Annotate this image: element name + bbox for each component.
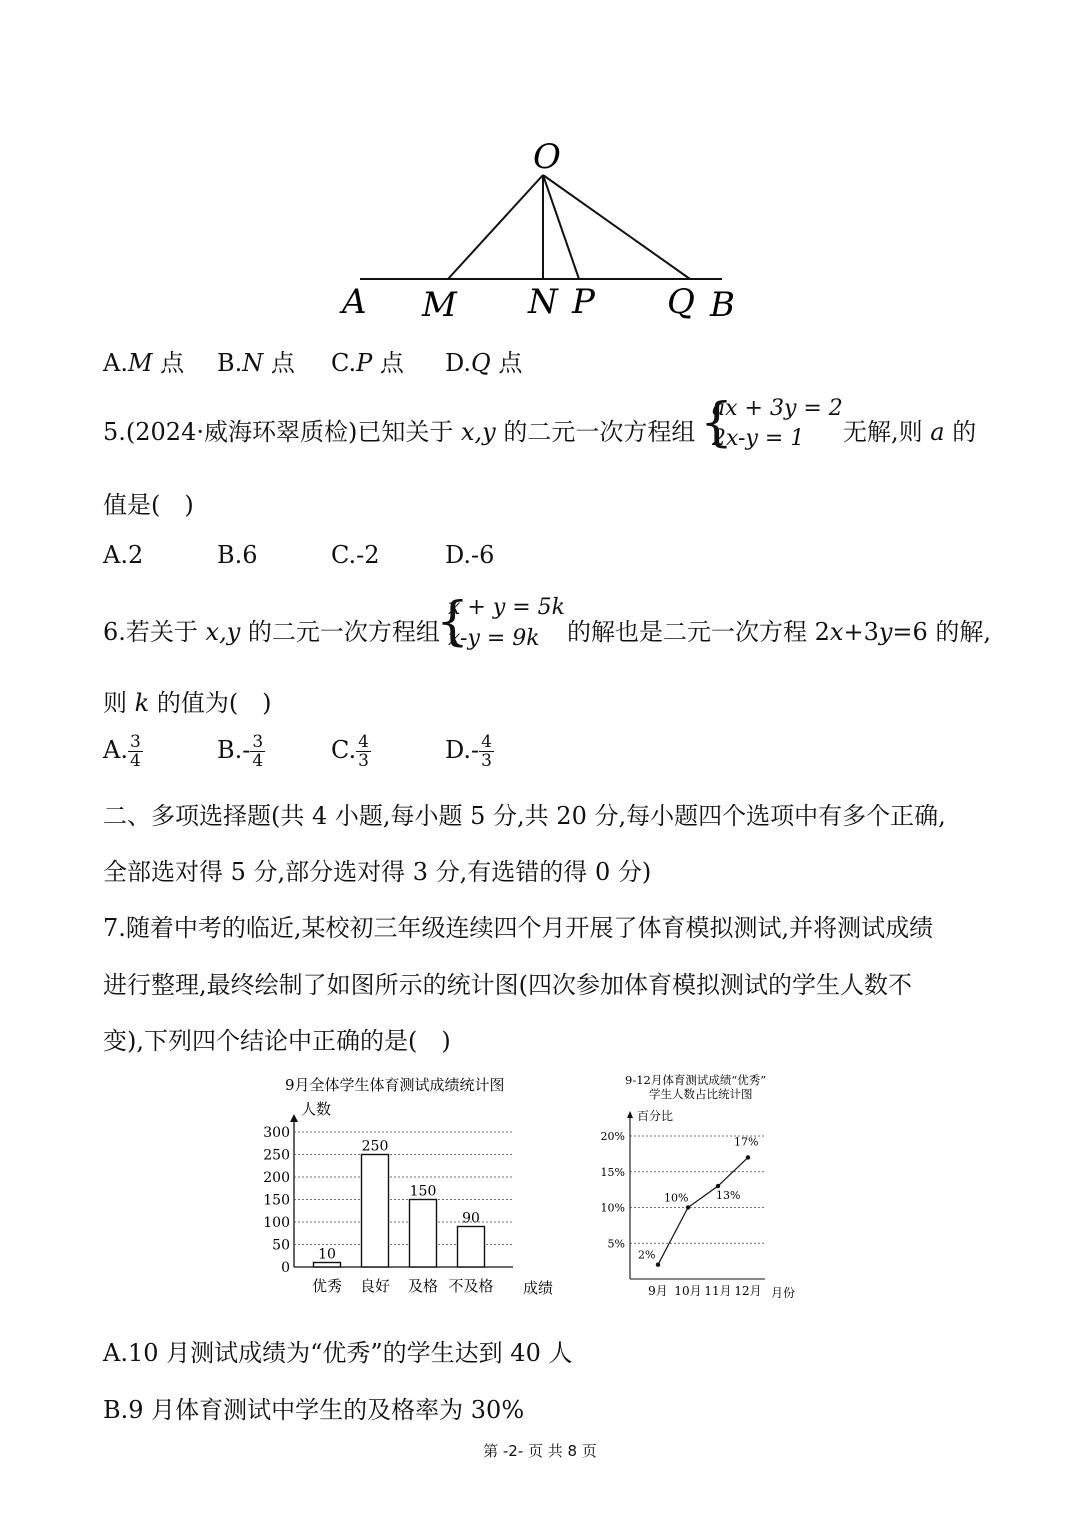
bar-2 [410,1200,437,1268]
q6-y: y [878,618,893,646]
q5-option-d[interactable]: D.-6 [445,541,495,569]
opt-var: P [356,349,373,377]
opt-letter: C. [331,349,357,377]
section2-heading-line2: 全部选对得 5 分,部分选对得 3 分,有选错的得 0 分) [103,858,652,886]
q5-suffix2: 的 [944,418,977,446]
q4-option-d[interactable] [445,343,522,378]
q6-stem-tail [567,612,991,647]
label-P: P [572,282,595,322]
line-xtick-label: 9月 [648,1284,668,1298]
q5-stem-tail [843,412,976,447]
bar-1 [362,1155,389,1268]
q5-var-a: a [930,418,945,446]
geometry-figure [330,130,750,330]
line-point-3 [746,1155,750,1159]
label-Q: Q [667,282,695,322]
opt-letter: A. [103,349,128,377]
opt-suffix: 点 [372,349,404,377]
q6-brace: { [436,592,470,652]
opt-letter: A. [103,736,128,764]
q5-prefix: 5.(2024·威海环翠质检)已知关于 [103,418,461,446]
q4-option-c[interactable] [331,343,404,378]
opt-suffix: 点 [152,349,185,377]
bar-y-axis-arrow [290,1114,298,1122]
q7-stem-line2: 进行整理,最终绘制了如图所示的统计图(四次参加体育模拟测试的学生人数不 [103,971,912,999]
bar-xtick-label: 优秀 [311,1277,343,1295]
line-xtick-label: 10月 [674,1284,702,1298]
bar-data-label: 250 [361,1138,389,1155]
q6-mid: 的二元一次方程组 [240,618,440,646]
q5-vars: x,y [460,418,496,446]
section2-heading-line1: 二、多项选择题(共 4 小题,每小题 5 分,共 20 分,每小题四个选项中有多个正确, [103,802,946,830]
opt-letter: D.- [445,736,480,764]
label-M: M [422,285,457,325]
q6-option-a[interactable] [103,733,143,770]
bar-ytick-label: 50 [272,1237,290,1254]
line-chart [595,1068,810,1303]
line-point-1 [686,1205,690,1209]
line-ytick-label: 15% [600,1165,625,1179]
bar-data-label: 90 [462,1210,480,1227]
bar-ytick-label: 200 [263,1170,290,1186]
bar-data-label: 10 [318,1246,336,1263]
bar-xtick-label: 不及格 [448,1277,494,1295]
line-data-label: 10% [664,1191,689,1205]
q5-option-c[interactable]: C.-2 [331,541,380,569]
segment-OQ [543,175,690,279]
bar-ytick-label: 250 [263,1147,290,1164]
line-ytick-label: 20% [600,1130,625,1143]
label-O: O [533,137,561,177]
q7-stem-line3: 变),下列四个结论中正确的是( ) [103,1027,451,1055]
q6-line2a: 则 [103,689,135,717]
page-footer: 第 -2- 页 共 8 页 [483,1442,597,1460]
q6-plus3: +3 [843,618,879,646]
segment-OP [543,175,579,279]
q6-eq2: x-y = 9k [448,626,540,651]
q6-suffix: 的解也是二元一次方程 2 [567,618,830,646]
label-N: N [528,282,558,322]
q6-stem-line2 [103,683,272,718]
line-ytick-label: 10% [600,1201,625,1215]
segment-OM [448,175,543,279]
line-y-axis-arrow [627,1111,633,1118]
opt-letter: B. [217,349,243,377]
q5-option-a[interactable]: A.2 [103,541,144,569]
label-B: B [710,285,735,325]
line-data-label: 13% [716,1189,741,1203]
opt-var: Q [471,349,491,377]
frac-num: 3 [129,732,141,752]
q6-stem-line1 [103,612,440,647]
q5-suffix: 无解,则 [843,418,931,446]
fraction [128,733,143,770]
q5-mid: 的二元一次方程组 [495,418,696,446]
line-chart-title-2: 学生人数占比统计图 [649,1087,753,1101]
q5-brace: { [700,393,734,453]
opt-letter: B.- [217,736,251,764]
q6-k: k [134,689,150,717]
opt-suffix: 点 [263,349,295,377]
line-data-label: 17% [734,1135,759,1149]
q5-stem-line1 [103,412,695,447]
opt-var: N [242,349,264,377]
line-point-2 [716,1184,720,1188]
q6-line2b: 的值为( ) [149,689,272,717]
bar-data-label: 150 [409,1183,437,1200]
bar-chart-xlabel: 成绩 [523,1279,554,1297]
opt-var: M [127,349,153,377]
line-series [658,1157,748,1264]
q5-eq1: ax + 3y = 2 [712,396,843,421]
q7-option-b[interactable]: B.9 月体育测试中学生的及格率为 30% [103,1396,525,1424]
bar-ytick-label: 100 [263,1215,290,1231]
q7-stem-line1: 7.随着中考的临近,某校初三年级连续四个月开展了体育模拟测试,并将测试成绩 [103,914,934,942]
q6-option-c[interactable] [331,733,371,770]
q5-eq2: 2x-y = 1 [712,426,805,451]
bar-3 [458,1227,485,1268]
line-chart-ylabel: 百分比 [637,1109,674,1123]
line-ytick-label: 5% [607,1237,625,1251]
bar-ytick-label: 150 [263,1192,290,1209]
bar-chart [255,1068,575,1306]
line-xtick-label: 12月 [734,1284,762,1298]
frac-den: 4 [252,751,264,771]
fraction [250,733,265,770]
q6-vars: x,y [205,618,241,646]
q5-stem-line2: 值是( ) [103,491,194,519]
line-chart-title-1: 9-12月体育测试成绩“优秀” [625,1073,767,1087]
line-chart-xlabel: 月份 [771,1286,796,1300]
line-point-0 [656,1263,660,1267]
frac-den: 4 [129,751,141,771]
q6-option-d[interactable] [445,733,494,770]
q6-x: x [829,618,844,646]
frac-den: 3 [358,751,369,771]
q7-option-a[interactable]: A.10 月测试成绩为“优秀”的学生达到 40 人 [103,1339,573,1367]
bar-xtick-label: 良好 [359,1277,391,1295]
fraction [356,733,371,770]
opt-suffix: 点 [490,349,523,377]
line-xtick-label: 11月 [704,1284,732,1298]
q5-option-b[interactable]: B.6 [217,541,258,569]
bar-xtick-label: 及格 [407,1277,439,1295]
bar-ytick-label: 300 [263,1125,290,1141]
frac-num: 4 [358,732,369,752]
q4-option-b[interactable] [217,343,295,378]
frac-num: 4 [481,732,492,752]
fraction [479,733,494,770]
q6-eq6: =6 的解, [892,618,992,646]
bar-chart-ylabel: 人数 [301,1100,332,1118]
opt-letter: C. [331,736,357,764]
line-data-label: 2% [638,1248,656,1262]
q4-option-a[interactable] [103,343,184,378]
opt-letter: D. [445,349,472,377]
bar-0 [314,1263,341,1268]
label-A: A [342,282,367,322]
bar-chart-title: 9月全体学生体育测试成绩统计图 [285,1076,505,1094]
q6-eq1: x + y = 5k [448,595,566,620]
q6-option-b[interactable] [217,733,265,770]
bar-ytick-label: 0 [281,1260,290,1276]
frac-num: 3 [252,732,264,752]
q6-prefix: 6.若关于 [103,618,206,646]
frac-den: 3 [481,751,492,771]
